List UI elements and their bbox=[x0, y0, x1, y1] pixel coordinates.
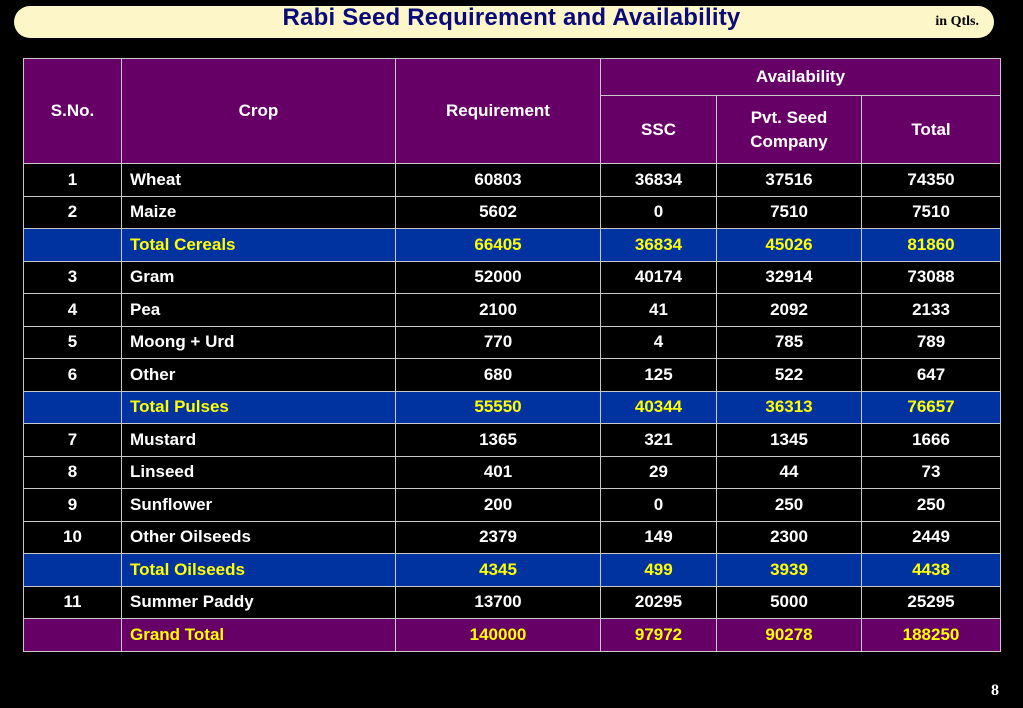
cell-requirement: 1365 bbox=[396, 424, 601, 457]
cell-total: 73088 bbox=[862, 261, 1001, 294]
cell-ssc: 20295 bbox=[601, 586, 717, 619]
cell-ssc: 36834 bbox=[601, 229, 717, 262]
cell-crop: Grand Total bbox=[122, 619, 396, 652]
cell-total: 250 bbox=[862, 489, 1001, 522]
cell-pvt: 90278 bbox=[717, 619, 862, 652]
cell-crop: Sunflower bbox=[122, 489, 396, 522]
header-ssc: SSC bbox=[601, 96, 717, 164]
cell-total: 4438 bbox=[862, 554, 1001, 587]
table-row bbox=[24, 164, 1001, 197]
cell-sno bbox=[24, 619, 122, 652]
cell-crop: Total Pulses bbox=[122, 391, 396, 424]
cell-requirement: 680 bbox=[396, 359, 601, 392]
cell-crop: Moong + Urd bbox=[122, 326, 396, 359]
cell-ssc: 499 bbox=[601, 554, 717, 587]
cell-total: 73 bbox=[862, 456, 1001, 489]
table-row bbox=[24, 326, 1001, 359]
cell-crop: Other Oilseeds bbox=[122, 521, 396, 554]
header-pvt-seed-company: Pvt. Seed Company bbox=[717, 96, 862, 164]
cell-crop: Linseed bbox=[122, 456, 396, 489]
cell-sno: 9 bbox=[24, 489, 122, 522]
cell-sno: 5 bbox=[24, 326, 122, 359]
cell-crop: Other bbox=[122, 359, 396, 392]
cell-crop: Gram bbox=[122, 261, 396, 294]
header-total: Total bbox=[862, 96, 1001, 164]
cell-sno: 7 bbox=[24, 424, 122, 457]
table-body bbox=[24, 164, 1001, 652]
page-number: 8 bbox=[991, 682, 999, 699]
cell-total: 76657 bbox=[862, 391, 1001, 424]
page-title: Rabi Seed Requirement and Availability bbox=[282, 4, 741, 31]
header-crop: Crop bbox=[122, 59, 396, 164]
table-row bbox=[24, 456, 1001, 489]
cell-requirement: 5602 bbox=[396, 196, 601, 229]
cell-ssc: 36834 bbox=[601, 164, 717, 197]
cell-requirement: 55550 bbox=[396, 391, 601, 424]
cell-total: 2449 bbox=[862, 521, 1001, 554]
cell-crop: Total Cereals bbox=[122, 229, 396, 262]
header-sno: S.No. bbox=[24, 59, 122, 164]
cell-crop: Pea bbox=[122, 294, 396, 327]
cell-sno: 8 bbox=[24, 456, 122, 489]
cell-pvt: 45026 bbox=[717, 229, 862, 262]
cell-sno: 6 bbox=[24, 359, 122, 392]
seed-table bbox=[23, 58, 1001, 652]
cell-ssc: 321 bbox=[601, 424, 717, 457]
cell-requirement: 4345 bbox=[396, 554, 601, 587]
cell-ssc: 149 bbox=[601, 521, 717, 554]
table-row bbox=[24, 424, 1001, 457]
grand-total-row bbox=[24, 619, 1001, 652]
cell-requirement: 52000 bbox=[396, 261, 601, 294]
cell-requirement: 60803 bbox=[396, 164, 601, 197]
cell-sno bbox=[24, 229, 122, 262]
cell-crop: Maize bbox=[122, 196, 396, 229]
cell-pvt: 2092 bbox=[717, 294, 862, 327]
cell-total: 188250 bbox=[862, 619, 1001, 652]
cell-pvt: 32914 bbox=[717, 261, 862, 294]
cell-ssc: 125 bbox=[601, 359, 717, 392]
cell-pvt: 7510 bbox=[717, 196, 862, 229]
cell-sno: 11 bbox=[24, 586, 122, 619]
cell-pvt: 37516 bbox=[717, 164, 862, 197]
cell-total: 74350 bbox=[862, 164, 1001, 197]
table-row bbox=[24, 489, 1001, 522]
cell-total: 1666 bbox=[862, 424, 1001, 457]
table-row bbox=[24, 261, 1001, 294]
cell-pvt: 250 bbox=[717, 489, 862, 522]
cell-sno bbox=[24, 391, 122, 424]
cell-requirement: 770 bbox=[396, 326, 601, 359]
cell-crop: Mustard bbox=[122, 424, 396, 457]
cell-ssc: 40174 bbox=[601, 261, 717, 294]
subtotal-row bbox=[24, 229, 1001, 262]
cell-sno: 3 bbox=[24, 261, 122, 294]
header-availability: Availability bbox=[601, 59, 1001, 96]
cell-crop: Summer Paddy bbox=[122, 586, 396, 619]
cell-ssc: 29 bbox=[601, 456, 717, 489]
cell-ssc: 4 bbox=[601, 326, 717, 359]
cell-sno: 10 bbox=[24, 521, 122, 554]
cell-requirement: 66405 bbox=[396, 229, 601, 262]
cell-requirement: 200 bbox=[396, 489, 601, 522]
unit-label: in Qtls. bbox=[935, 14, 979, 29]
cell-sno bbox=[24, 554, 122, 587]
cell-sno: 1 bbox=[24, 164, 122, 197]
subtotal-row bbox=[24, 391, 1001, 424]
cell-sno: 2 bbox=[24, 196, 122, 229]
cell-pvt: 1345 bbox=[717, 424, 862, 457]
cell-crop: Total Oilseeds bbox=[122, 554, 396, 587]
cell-ssc: 0 bbox=[601, 489, 717, 522]
header-requirement: Requirement bbox=[396, 59, 601, 164]
cell-pvt: 522 bbox=[717, 359, 862, 392]
cell-sno: 4 bbox=[24, 294, 122, 327]
cell-total: 25295 bbox=[862, 586, 1001, 619]
cell-total: 2133 bbox=[862, 294, 1001, 327]
cell-total: 647 bbox=[862, 359, 1001, 392]
table-row bbox=[24, 521, 1001, 554]
table-row bbox=[24, 586, 1001, 619]
cell-ssc: 41 bbox=[601, 294, 717, 327]
cell-total: 81860 bbox=[862, 229, 1001, 262]
cell-requirement: 2379 bbox=[396, 521, 601, 554]
cell-ssc: 0 bbox=[601, 196, 717, 229]
table-row bbox=[24, 196, 1001, 229]
cell-total: 7510 bbox=[862, 196, 1001, 229]
cell-crop: Wheat bbox=[122, 164, 396, 197]
cell-pvt: 3939 bbox=[717, 554, 862, 587]
cell-pvt: 36313 bbox=[717, 391, 862, 424]
cell-total: 789 bbox=[862, 326, 1001, 359]
cell-pvt: 2300 bbox=[717, 521, 862, 554]
subtotal-row bbox=[24, 554, 1001, 587]
cell-requirement: 401 bbox=[396, 456, 601, 489]
cell-pvt: 5000 bbox=[717, 586, 862, 619]
table-row bbox=[24, 359, 1001, 392]
cell-ssc: 97972 bbox=[601, 619, 717, 652]
cell-requirement: 2100 bbox=[396, 294, 601, 327]
cell-requirement: 13700 bbox=[396, 586, 601, 619]
cell-ssc: 40344 bbox=[601, 391, 717, 424]
cell-requirement: 140000 bbox=[396, 619, 601, 652]
cell-pvt: 44 bbox=[717, 456, 862, 489]
cell-pvt: 785 bbox=[717, 326, 862, 359]
table-row bbox=[24, 294, 1001, 327]
